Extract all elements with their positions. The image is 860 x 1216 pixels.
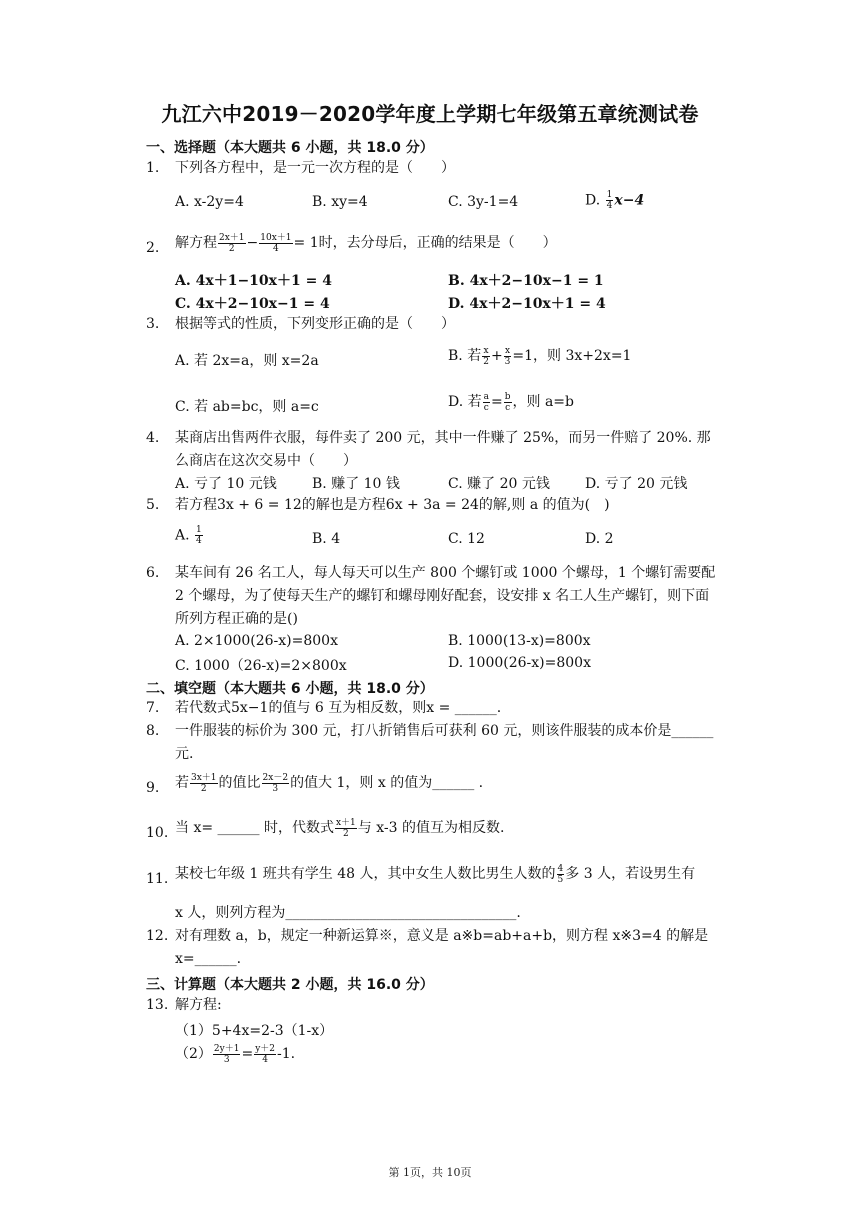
- fraction: [262, 773, 290, 794]
- question-text: 若代数式5x−1的值与 6 互为相反数，则x = ______.: [175, 700, 502, 716]
- option-d: D. 1000(26-x)=800x: [448, 655, 591, 671]
- option-b: B. 4x＋2−10x−1 = 1: [448, 273, 604, 289]
- option-b: B. 1000(13-x)=800x: [448, 633, 591, 649]
- option-d: D. 4x＋2−10x＋1 = 4: [448, 296, 606, 312]
- denominator: 4: [196, 536, 202, 546]
- numerator: a: [483, 391, 490, 402]
- denominator: c: [505, 402, 511, 413]
- text-segment: −: [246, 235, 259, 251]
- section-heading-fill: 二、填空题（本大题共 6 小题，共 18.0 分）: [146, 681, 434, 697]
- option-a-label: A.: [175, 527, 195, 544]
- option-b: B. 赚了 10 钱: [312, 476, 400, 492]
- question-number: 3.: [146, 316, 160, 332]
- text-segment: 多 3 人，若设男生有: [565, 866, 696, 882]
- question-text: 某车间有 26 名工人，每人每天可以生产 800 个螺钉或 1000 个螺母，1 个螺钉需要配 2 个螺母，为了使每天生产的螺钉和螺母刚好配套，设安排 x 名工人生产螺钉，则下面所列方程正确的是(): [175, 565, 716, 627]
- numerator: 3x＋1: [191, 772, 217, 783]
- option-c: C. 赚了 20 元钱: [448, 476, 550, 492]
- fraction: [504, 392, 512, 413]
- numerator: 1: [196, 525, 202, 535]
- numerator: x＋1: [335, 817, 356, 828]
- fraction: [218, 233, 246, 254]
- question-text-line2: x 人，则列方程为_________________________________.: [175, 905, 521, 921]
- text-segment: 的值大 1，则 x 的值为______ .: [290, 775, 484, 791]
- sub-question-2: （2） $\frac{2y+1}{3}$ = $\frac{y+2}{4}$ -1.: [175, 1043, 296, 1065]
- text-segment: ，则 a=b: [512, 394, 575, 410]
- option-d: D. 若 $\frac{a}{c}$ = $\frac{b}{c}$ ，则 a=b: [448, 391, 575, 413]
- question-number: 8.: [146, 723, 160, 739]
- text-segment: 某校七年级 1 班共有学生 48 人，其中女生人数比男生人数的: [175, 866, 556, 882]
- fraction: [482, 346, 490, 367]
- denominator: 3: [272, 783, 279, 794]
- question-text: [175, 863, 735, 886]
- denominator: 2: [483, 356, 489, 367]
- math-expr: x−4: [614, 192, 645, 209]
- numerator: 1: [606, 190, 613, 200]
- question-text: [175, 817, 720, 840]
- option-d: D. 亏了 20 元钱: [585, 476, 688, 492]
- text-segment: -1.: [277, 1046, 296, 1062]
- text-segment: =1，则 3x+2x=1: [512, 348, 632, 364]
- question-number: 10.: [146, 825, 169, 841]
- option-c: C. 3y-1=4: [448, 194, 519, 210]
- question-text: [175, 232, 720, 255]
- question-number: 7.: [146, 700, 160, 716]
- option-a: [175, 525, 204, 546]
- question-number: 5.: [146, 497, 160, 513]
- text-segment: B. 若: [448, 348, 482, 364]
- option-b: B. xy=4: [312, 194, 368, 210]
- option-a: A. 2×1000(26-x)=800x: [175, 633, 338, 649]
- fraction: [213, 1044, 241, 1065]
- denominator: 3: [223, 1054, 230, 1065]
- fraction: [254, 1044, 276, 1065]
- question-text: [175, 772, 720, 795]
- page-footer: 第 1页，共 10页: [388, 1166, 472, 1179]
- numerator: 2x＋1: [219, 232, 245, 243]
- fraction: [190, 773, 218, 794]
- denominator: 4: [606, 201, 613, 211]
- option-a: A. 亏了 10 元钱: [175, 476, 277, 492]
- numerator: x: [483, 345, 489, 356]
- option-c: C. 4x＋2−10x−1 = 4: [175, 296, 330, 312]
- text-segment: D. 若: [448, 394, 482, 410]
- fraction: [335, 818, 357, 839]
- question-text: 下列各方程中，是一元一次方程的是（ ）: [175, 160, 455, 176]
- text-segment: 解方程: [175, 235, 217, 251]
- denominator: 5: [557, 874, 564, 885]
- question-text: 根据等式的性质，下列变形正确的是（ ）: [175, 316, 455, 332]
- option-b: B. 4: [312, 531, 341, 547]
- fraction: [259, 233, 292, 254]
- question-text: 某商店出售两件衣服，每件卖了 200 元，其中一件赚了 25%，而另一件赔了 20%. 那么商店在这次交易中（ ）: [175, 430, 711, 469]
- numerator: x: [505, 345, 511, 356]
- text-segment: 与 x-3 的值互为相反数.: [357, 820, 505, 836]
- question-number: 9.: [146, 780, 160, 796]
- question-text: 对有理数 a，b，规定一种新运算※，意义是 a※b=ab+a+b，则方程 x※3=4 的解是 x=______.: [175, 928, 709, 967]
- denominator: 4: [262, 1054, 268, 1065]
- option-b: B. 若 $\frac{x}{2}$ + $\frac{x}{3}$ =1，则 3x+2x=1: [448, 345, 632, 367]
- option-d: [585, 190, 644, 211]
- question-text: 若方程3x + 6 = 12的解也是方程6x + 3a = 24的解,则 a 的值为( ): [175, 497, 610, 513]
- text-segment: 的值比: [218, 775, 261, 791]
- question-text: 一件服装的标价为 300 元，打八折销售后可获利 60 元，则该件服装的成本价是______元.: [175, 723, 714, 762]
- denominator: 4: [273, 243, 279, 254]
- question-number: 13.: [146, 997, 169, 1013]
- text-segment: = 1时，去分母后，正确的结果是（ ）: [293, 235, 557, 251]
- numerator: 10x＋1: [260, 232, 292, 243]
- fraction: [483, 392, 490, 413]
- denominator: 2: [200, 783, 207, 794]
- page-title: 九江六中2019－2020学年度上学期七年级第五章统测试卷: [161, 102, 699, 126]
- question-number: 6.: [146, 565, 160, 581]
- numerator: b: [504, 391, 511, 402]
- question-text: 解方程:: [175, 997, 222, 1013]
- question-number: 4.: [146, 430, 160, 446]
- sub-question-1: （1）5+4x=2-3（1-x）: [175, 1023, 334, 1039]
- fraction: [195, 525, 203, 546]
- fraction: [504, 346, 512, 367]
- numerator: 2x－2: [262, 772, 289, 783]
- option-c: C. 1000（26-x)=2×800x: [175, 658, 347, 674]
- denominator: 2: [343, 828, 349, 839]
- option-c: C. 若 ab=bc，则 a=c: [175, 399, 319, 415]
- denominator: 2: [228, 243, 235, 254]
- question-number: 12.: [146, 928, 169, 944]
- option-a: A. 4x＋1−10x＋1 = 4: [175, 273, 332, 289]
- option-c: C. 12: [448, 531, 485, 547]
- fraction: [557, 864, 565, 885]
- denominator: c: [483, 402, 489, 413]
- section-heading-choice: 一、选择题（本大题共 6 小题，共 18.0 分）: [146, 140, 434, 156]
- option-d: D. 2: [585, 531, 614, 547]
- option-a: A. x-2y=4: [175, 194, 244, 210]
- denominator: 3: [504, 356, 511, 367]
- numerator: 2y＋1: [213, 1043, 240, 1054]
- numerator: y＋2: [255, 1043, 276, 1054]
- fraction: [606, 190, 614, 211]
- question-number: 2.: [146, 240, 160, 256]
- question-number: 11.: [146, 871, 169, 887]
- text-segment: 若: [175, 775, 189, 791]
- option-a: A. 若 2x=a，则 x=2a: [175, 353, 319, 369]
- section-heading-calc: 三、计算题（本大题共 2 小题，共 16.0 分）: [146, 977, 434, 993]
- question-number: 1.: [146, 160, 160, 176]
- text-segment: （2）: [175, 1046, 212, 1062]
- option-d-label: D.: [585, 192, 605, 209]
- text-segment: 当 x= ______ 时，代数式: [175, 820, 334, 836]
- numerator: 4: [557, 863, 564, 874]
